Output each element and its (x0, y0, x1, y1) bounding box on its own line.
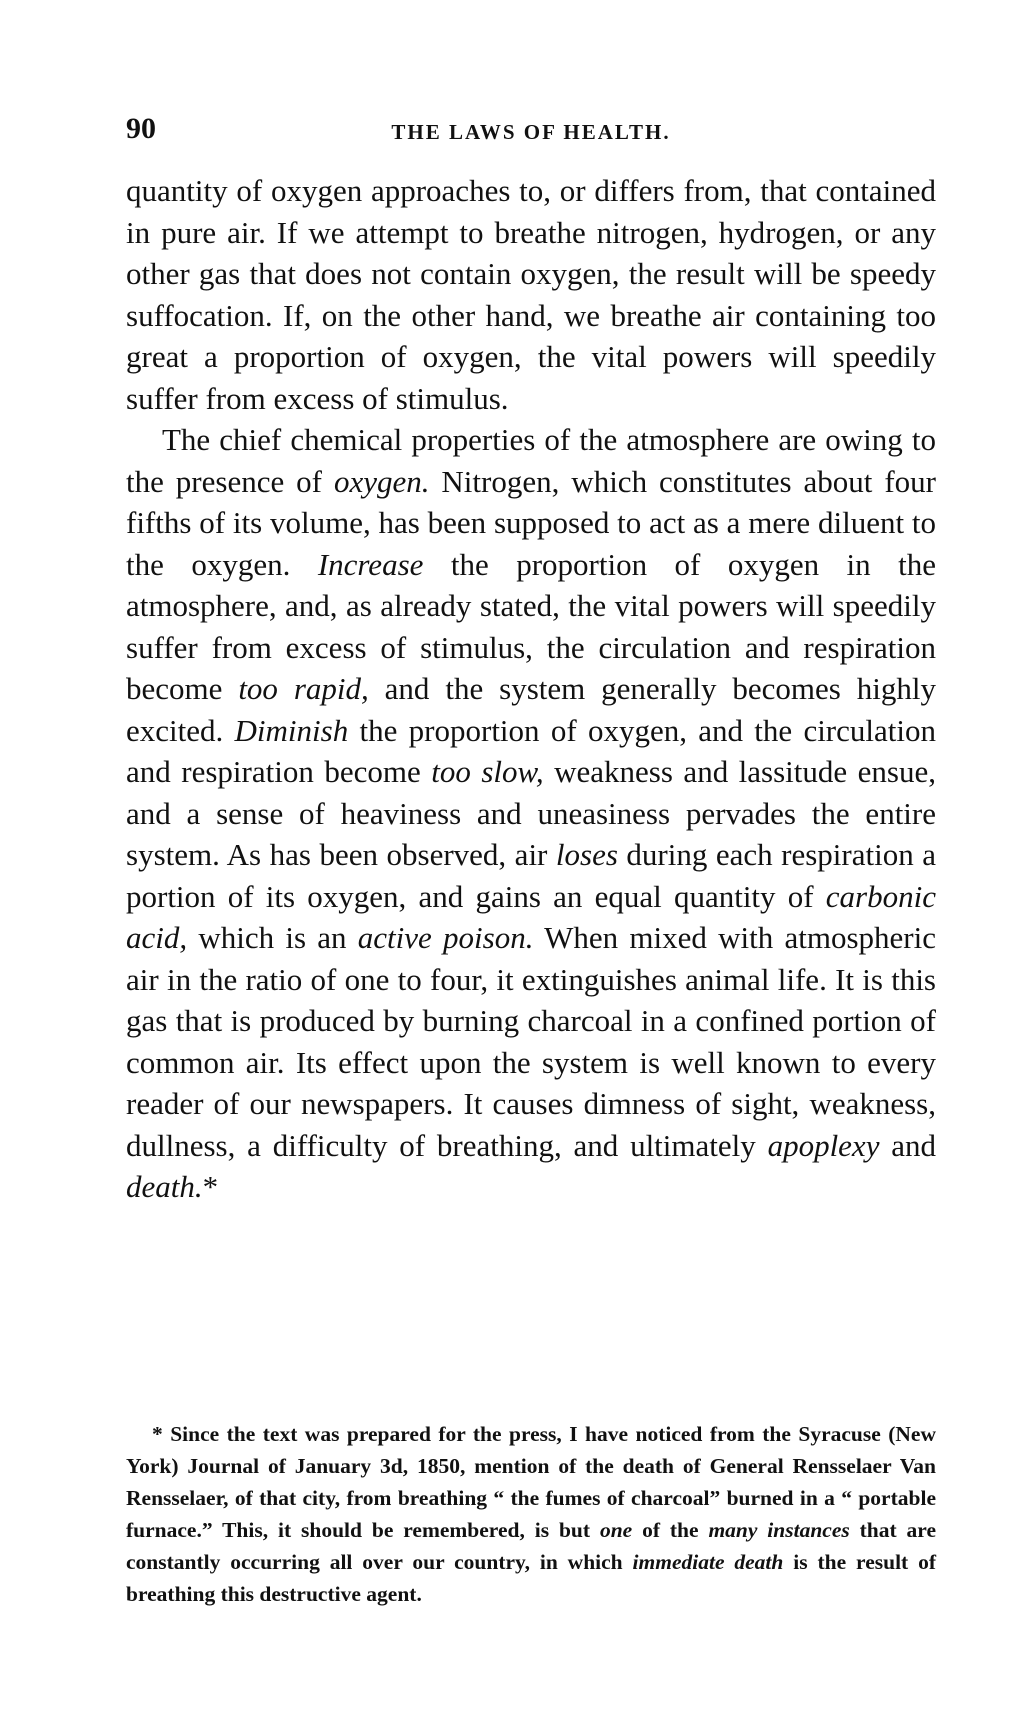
emphasis-diminish: Diminish (234, 712, 349, 748)
paragraph-2-text-5: the proportion of oxygen, and the circulation and respiration become (126, 712, 936, 789)
emphasis-carbonic-acid: carbonic acid, (126, 878, 936, 955)
footnote-paragraph (126, 1418, 936, 1610)
paragraph-2-text-3: the proportion of oxygen in the atmosphere, and, as already stated, the vital powers will speedily suffer from excess of stimulus, the circulation and respiration become (126, 546, 936, 706)
paragraph-1: quantity of oxygen approaches to, or differs from, that contained in pure air. If we attempt to breathe nitrogen, hydrogen, or any other gas that does not contain oxygen, the result will be speedy suffocation. If, on the other hand, we breathe air containing too great a proportion of oxygen, the vital powers will speedily suffer from excess of stimulus. (126, 173, 936, 416)
footnote-emphasis-many-instances: many instances (708, 1518, 850, 1542)
footnote-text-4: is the result of breathing this destructive agent. (126, 1550, 936, 1606)
page-header (126, 112, 936, 152)
footnote-emphasis-one: one (599, 1518, 633, 1542)
emphasis-increase: Increase (317, 546, 424, 582)
paragraph-2-text-2: Nitrogen, which constitutes about four fifths of its volume, has been supposed to act as a mere diluent to the oxygen. (126, 463, 937, 582)
footnote-emphasis-immediate-death: immediate death (632, 1550, 784, 1574)
page-number: 90 (126, 112, 156, 145)
emphasis-active-poison: active poison. (357, 920, 534, 955)
footnote-text-3: that are constantly occurring all over our country, in which (126, 1518, 936, 1574)
paragraph-2-text-1: The chief chemical properties of the atmosphere are owing to the presence of (126, 422, 936, 499)
footnote-marker: * (202, 1169, 219, 1204)
paragraph-2-text-10: and (879, 1127, 937, 1163)
emphasis-oxygen: oxygen. (333, 463, 430, 499)
paragraph-2-text-9: When mixed with atmospheric air in the ratio of one to four, it extinguishes animal life. It is this gas that is produced by burning charcoal in a confined portion of common air. Its effect upon the system is well known to every reader of our newspapers. It causes dimness of sight, weakness, dullness, a difficulty of breathing, and ultimately (126, 920, 936, 1163)
emphasis-too-slow: too slow, (431, 754, 544, 789)
paragraph-2-text-6: weakness and lassitude ensue, and a sense of heaviness and uneasiness pervades the entire system. As has been observed, air (126, 754, 937, 872)
emphasis-apoplexy: apoplexy (767, 1127, 880, 1163)
footnote (126, 1418, 936, 1610)
paragraph-2-text-4: and the system generally becomes highly excited. (126, 671, 936, 748)
paragraph-2-text-7: during each respiration a portion of its oxygen, and gains an equal quantity of (126, 837, 936, 914)
emphasis-loses: loses (555, 837, 618, 872)
footnote-text-1: * Since the text was prepared for the press, I have noticed from the Syracuse (New York) Journal of January 3d, 1850, mention of the death of General Rensselaer Van Rensselaer, of that city, from breathing “ the fumes of charcoal” burned in a “ portable furnace.” This, it should be remembered, is but (126, 1422, 936, 1542)
running-title: THE LAWS OF HEALTH. (391, 120, 671, 144)
paragraph-2-text-8: which is an (187, 920, 358, 955)
footnote-text-2: of the (632, 1518, 709, 1542)
emphasis-too-rapid: too rapid, (238, 671, 369, 706)
body-text (126, 170, 936, 1208)
emphasis-death: death. (126, 1169, 203, 1204)
paragraph-2 (126, 419, 936, 1208)
